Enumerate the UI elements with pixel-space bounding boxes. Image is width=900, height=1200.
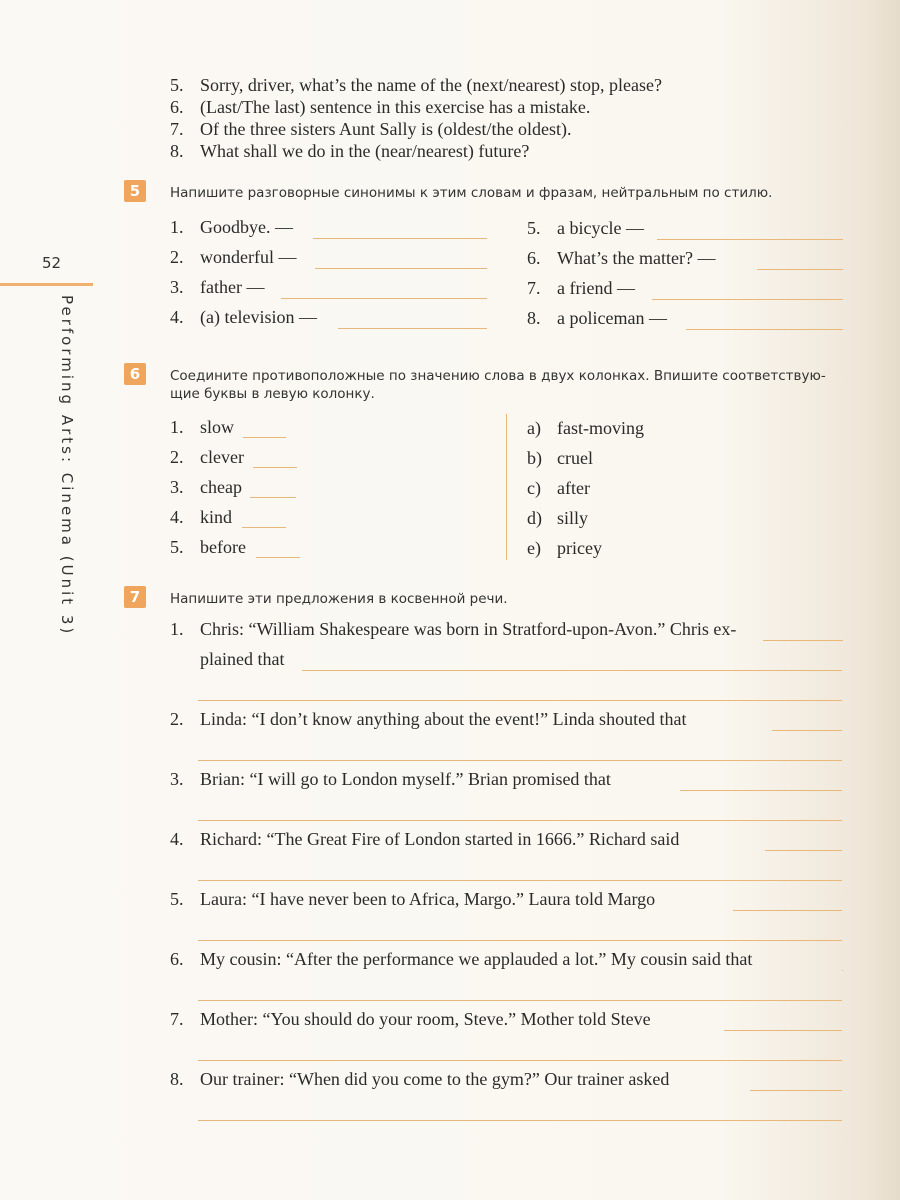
exercise-item xyxy=(170,1009,651,1030)
exercise-item xyxy=(527,478,590,499)
item-number: 8. xyxy=(527,308,541,328)
exercise-5-badge: 5 xyxy=(124,180,146,202)
item-number: c) xyxy=(527,478,541,498)
item-text: (a) television — xyxy=(200,307,317,327)
item-text: What’s the matter? — xyxy=(557,248,716,268)
exercise-item xyxy=(527,278,635,299)
exercise-item xyxy=(527,448,593,469)
exercise-item xyxy=(527,508,588,529)
exercise-item xyxy=(170,447,244,468)
item-number: 2. xyxy=(170,709,184,729)
item-number: d) xyxy=(527,508,542,528)
answer-line[interactable] xyxy=(250,497,296,498)
item-number: a) xyxy=(527,418,541,438)
answer-line[interactable] xyxy=(657,239,843,240)
exercise-item xyxy=(170,141,529,162)
item-text: a bicycle — xyxy=(557,218,644,238)
answer-line[interactable] xyxy=(198,1060,842,1061)
answer-line[interactable] xyxy=(680,790,842,791)
exercise-item xyxy=(170,307,317,328)
item-text: (Last/The last) sentence in this exercise has a mistake. xyxy=(200,97,591,117)
page-number-rule xyxy=(0,283,93,286)
item-text: after xyxy=(557,478,590,498)
answer-line[interactable] xyxy=(198,880,842,881)
exercise-item xyxy=(527,418,644,439)
item-text: wonderful — xyxy=(200,247,297,267)
item-text: silly xyxy=(557,508,589,528)
answer-line[interactable] xyxy=(198,1120,842,1121)
exercise-item xyxy=(170,507,232,528)
answer-line[interactable] xyxy=(302,670,842,671)
exercise-7-instruction: Напишите эти предложения в косвенной речи. xyxy=(170,591,508,607)
item-text: cruel xyxy=(557,448,593,468)
item-text: Sorry, driver, what’s the name of the (next/nearest) stop, please? xyxy=(200,75,662,95)
exercise-item xyxy=(527,308,667,329)
answer-line[interactable] xyxy=(243,437,286,438)
answer-line[interactable] xyxy=(198,1000,842,1001)
item-text: father — xyxy=(200,277,265,297)
item-text: pricey xyxy=(557,538,602,558)
item-number: 1. xyxy=(170,619,184,639)
exercise-item xyxy=(170,769,611,790)
answer-line[interactable] xyxy=(242,527,286,528)
exercise-item xyxy=(527,248,715,269)
exercise-item xyxy=(170,417,234,438)
item-number: 6. xyxy=(170,97,184,117)
answer-line[interactable] xyxy=(842,970,843,971)
exercise-item xyxy=(170,829,679,850)
item-text: My cousin: “After the performance we applauded a lot.” My cousin said that xyxy=(200,949,753,969)
item-text: What shall we do in the (near/nearest) future? xyxy=(200,141,530,161)
exercise-item xyxy=(170,477,242,498)
exercise-item xyxy=(170,949,752,970)
exercise-item xyxy=(170,709,687,730)
answer-line[interactable] xyxy=(198,940,842,941)
item-number: 1. xyxy=(170,217,184,237)
item-number: 4. xyxy=(170,507,184,527)
exercise-item xyxy=(170,247,296,268)
exercise-item xyxy=(170,75,662,96)
item-text: Mother: “You should do your room, Steve.” Mother told Steve xyxy=(200,1009,651,1029)
answer-line[interactable] xyxy=(253,467,297,468)
exercise-7-badge: 7 xyxy=(124,586,146,608)
answer-line[interactable] xyxy=(750,1090,842,1091)
item-text: Brian: “I will go to London myself.” Brian promised that xyxy=(200,769,611,789)
exercise-item xyxy=(170,537,246,558)
exercise-6-badge: 6 xyxy=(124,363,146,385)
answer-line[interactable] xyxy=(652,299,843,300)
exercise-item xyxy=(170,1069,669,1090)
item-text: Of the three sisters Aunt Sally is (oldest/the oldest). xyxy=(200,119,572,139)
exercise-item xyxy=(527,538,602,559)
answer-line[interactable] xyxy=(281,298,487,299)
exercise-item xyxy=(170,97,590,118)
item-text: Chris: “William Shakespeare was born in Stratford-upon-Avon.” Chris ex- xyxy=(200,619,737,639)
exercise-item xyxy=(170,217,293,238)
side-title: Performing Arts: Cinema (Unit 3) xyxy=(58,295,76,637)
exercise-item xyxy=(170,119,571,140)
item-number: 4. xyxy=(170,829,184,849)
item-number: 7. xyxy=(170,119,184,139)
answer-line[interactable] xyxy=(765,850,842,851)
item-number: 5. xyxy=(170,537,184,557)
item-text: before xyxy=(200,537,246,557)
answer-line[interactable] xyxy=(772,730,842,731)
item-number: 7. xyxy=(527,278,541,298)
exercise-item xyxy=(170,889,655,910)
item-number: 3. xyxy=(170,769,184,789)
answer-line[interactable] xyxy=(198,820,842,821)
answer-line[interactable] xyxy=(313,238,487,239)
item-number: e) xyxy=(527,538,541,558)
item-number: b) xyxy=(527,448,542,468)
answer-line[interactable] xyxy=(338,328,487,329)
item-text: kind xyxy=(200,507,233,527)
exercise-5-instruction: Напишите разговорные синонимы к этим словам и фразам, нейтральным по стилю. xyxy=(170,185,773,201)
item-number: 3. xyxy=(170,477,184,497)
exercise-item xyxy=(170,277,264,298)
item-text: slow xyxy=(200,417,235,437)
exercise-6-instruction-1: Соедините противоположные по значению слова в двух колонках. Впишите соответствую- xyxy=(170,368,826,384)
column-divider xyxy=(506,414,507,560)
answer-line[interactable] xyxy=(763,640,843,641)
answer-line[interactable] xyxy=(198,700,842,701)
answer-line[interactable] xyxy=(198,760,842,761)
item-number: 2. xyxy=(170,447,184,467)
item-text: Our trainer: “When did you come to the gym?” Our trainer asked xyxy=(200,1069,670,1089)
answer-line[interactable] xyxy=(724,1030,842,1031)
answer-line[interactable] xyxy=(733,910,842,911)
item-continuation: plained that xyxy=(200,649,285,669)
item-number: 5. xyxy=(170,889,184,909)
item-number: 8. xyxy=(170,1069,184,1089)
exercise-item xyxy=(527,218,644,239)
answer-line[interactable] xyxy=(256,557,300,558)
item-text: fast-moving xyxy=(557,418,644,438)
answer-line[interactable] xyxy=(315,268,487,269)
answer-line[interactable] xyxy=(686,329,843,330)
exercise-item xyxy=(170,619,736,640)
item-number: 2. xyxy=(170,247,184,267)
item-number: 7. xyxy=(170,1009,184,1029)
item-text: Laura: “I have never been to Africa, Margo.” Laura told Margo xyxy=(200,889,656,909)
item-number: 6. xyxy=(527,248,541,268)
item-number: 6. xyxy=(170,949,184,969)
item-text: a policeman — xyxy=(557,308,667,328)
item-text: Linda: “I don’t know anything about the event!” Linda shouted that xyxy=(200,709,687,729)
item-text: a friend — xyxy=(557,278,635,298)
page-number: 52 xyxy=(42,254,62,272)
item-text: clever xyxy=(200,447,244,467)
item-text: Goodbye. — xyxy=(200,217,293,237)
item-number: 5. xyxy=(527,218,541,238)
item-text: Richard: “The Great Fire of London started in 1666.” Richard said xyxy=(200,829,680,849)
exercise-6-instruction-2: щие буквы в левую колонку. xyxy=(170,386,375,402)
item-number: 3. xyxy=(170,277,184,297)
item-number: 4. xyxy=(170,307,184,327)
item-text: cheap xyxy=(200,477,242,497)
item-number: 8. xyxy=(170,141,184,161)
item-number: 1. xyxy=(170,417,184,437)
item-number: 5. xyxy=(170,75,184,95)
answer-line[interactable] xyxy=(757,269,843,270)
